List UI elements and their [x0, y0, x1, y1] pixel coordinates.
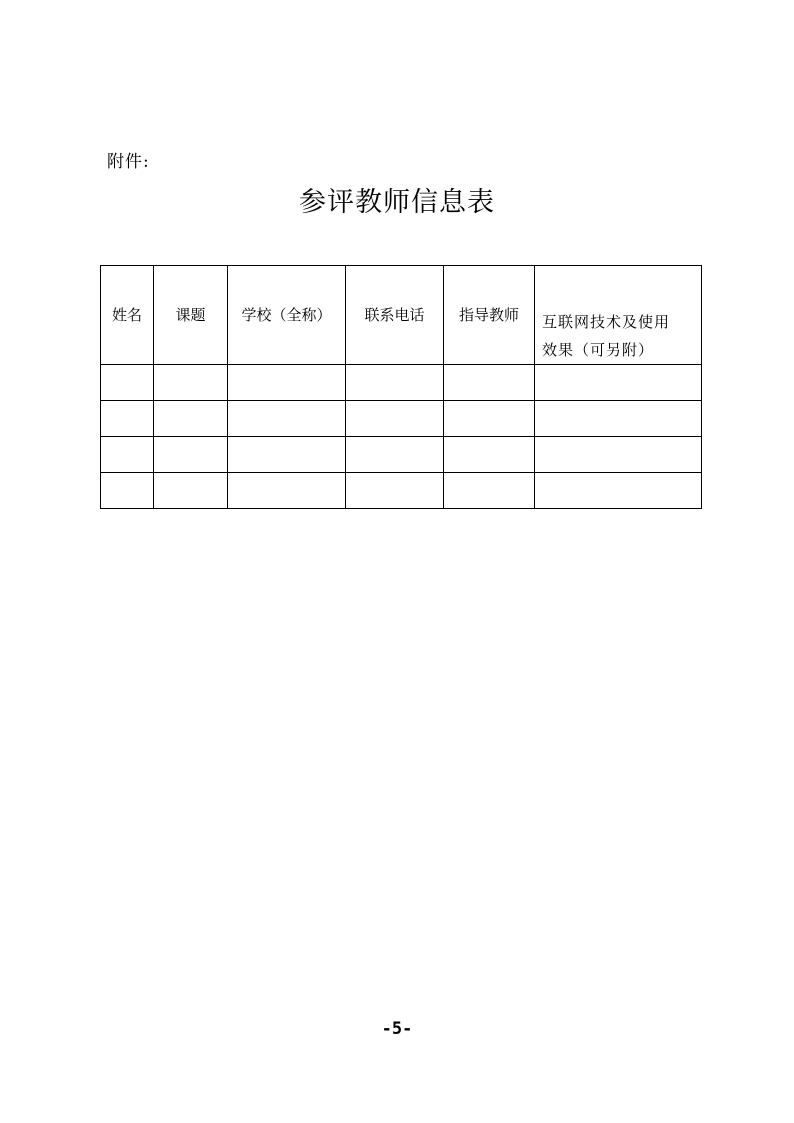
cell-name[interactable] [101, 437, 154, 473]
cell-name[interactable] [101, 473, 154, 509]
table-row [101, 365, 702, 401]
cell-phone[interactable] [346, 473, 444, 509]
cell-advisor[interactable] [444, 473, 535, 509]
table-row [101, 437, 702, 473]
cell-name[interactable] [101, 401, 154, 437]
header-effect-line-1: 互联网技术及使用 [542, 313, 671, 331]
cell-effect[interactable] [535, 365, 702, 401]
header-effect-line-2: 效果（可另附） [542, 341, 655, 359]
header-advisor: 指导教师 [444, 266, 535, 365]
table-row [101, 401, 702, 437]
cell-school[interactable] [228, 473, 346, 509]
cell-name[interactable] [101, 365, 154, 401]
cell-effect[interactable] [535, 401, 702, 437]
cell-effect[interactable] [535, 437, 702, 473]
table-header-row [101, 266, 702, 365]
cell-school[interactable] [228, 365, 346, 401]
teacher-info-table [100, 265, 702, 509]
cell-advisor[interactable] [444, 437, 535, 473]
cell-topic[interactable] [154, 473, 228, 509]
page-number: -5- [381, 1019, 413, 1039]
header-internet-effect [535, 266, 702, 365]
cell-topic[interactable] [154, 365, 228, 401]
cell-school[interactable] [228, 401, 346, 437]
cell-effect[interactable] [535, 473, 702, 509]
header-phone: 联系电话 [346, 266, 444, 365]
cell-advisor[interactable] [444, 401, 535, 437]
cell-topic[interactable] [154, 437, 228, 473]
header-school: 学校（全称） [228, 266, 346, 365]
header-name: 姓名 [101, 266, 154, 365]
cell-phone[interactable] [346, 401, 444, 437]
cell-phone[interactable] [346, 365, 444, 401]
cell-school[interactable] [228, 437, 346, 473]
header-topic: 课题 [154, 266, 228, 365]
cell-phone[interactable] [346, 437, 444, 473]
cell-topic[interactable] [154, 401, 228, 437]
attachment-label: 附件: [107, 152, 150, 172]
cell-advisor[interactable] [444, 365, 535, 401]
page-title: 参评教师信息表 [299, 187, 495, 218]
table-row [101, 473, 702, 509]
